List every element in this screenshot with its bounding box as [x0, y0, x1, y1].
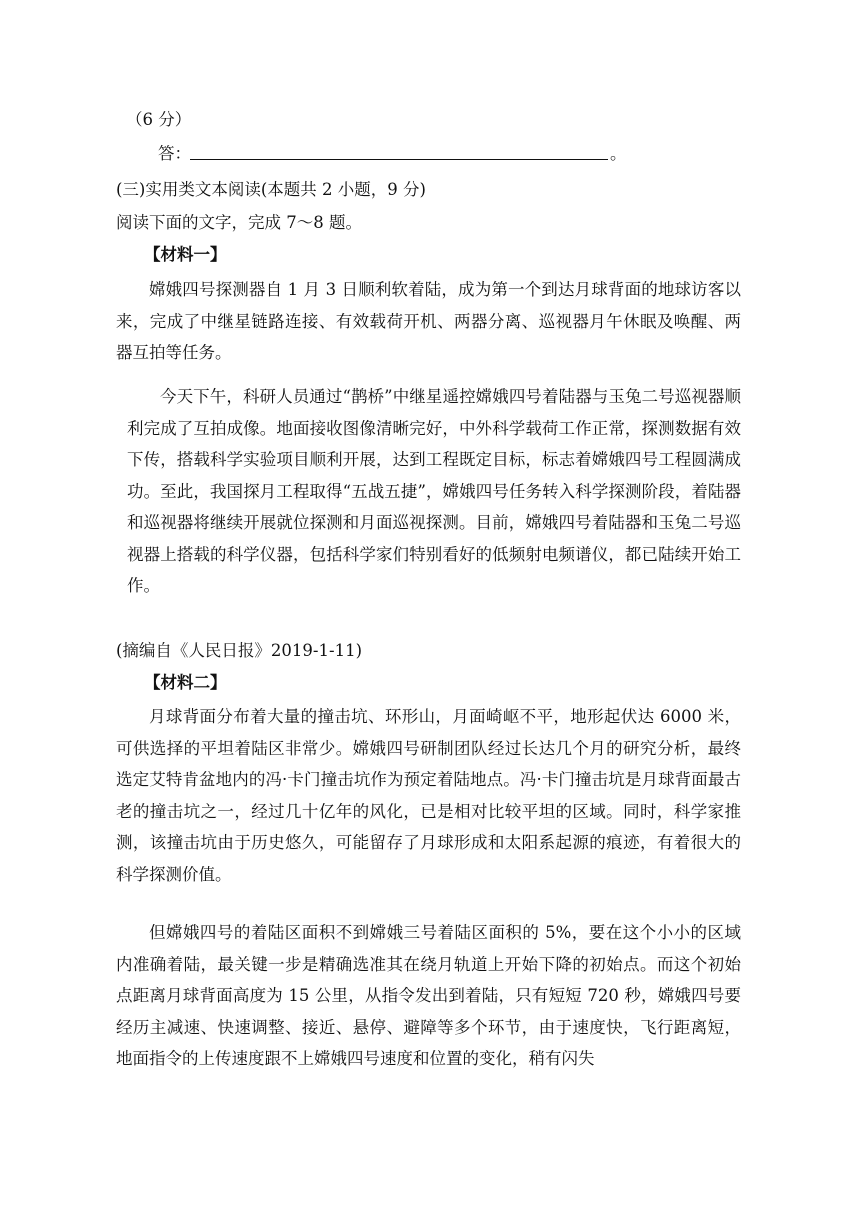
material-one-label: 【材料一】	[144, 245, 227, 264]
material-two-label: 【材料二】	[144, 673, 227, 692]
material-two-paragraph: 但嫦娥四号的着陆区面积不到嫦娥三号着陆区面积的 5%，要在这个小小的区域内准确着陆，最关键一步是精确选准其在绕月轨道上开始下降的初始点。而这个初始点距离月球背面高度为 15 公里，从指令发出到着陆，只有短短 720 秒，嫦娥四号要经历主减速、快速调整、接近、悬停、避障等多个环节，由于速度快，飞行距离短，地面指令的上传速度跟不上嫦娥四号速度和位置的变化，稍有闪失	[116, 923, 741, 1068]
material-two-paragraph: 月球背面分布着大量的撞击坑、环形山，月面崎岖不平，地形起伏达 6000 米，可供选择的平坦着陆区非常少。嫦娥四号研制团队经过长达几个月的研究分析，最终选定艾特肯盆地内的冯·卡门撞击坑作为预定着陆地点。冯·卡门撞击坑是月球背面最古老的撞击坑之一，经过几十亿年的风化，已是相对比较平坦的区域。同时，科学家推测，该撞击坑由于历史悠久，可能留存了月球形成和太阳系起源的痕迹，有着很大的科学探测价值。	[116, 707, 741, 884]
question-score: （6 分）	[126, 110, 192, 129]
answer-blank-line	[190, 159, 608, 160]
section-instruction: 阅读下面的文字，完成 7～8 题。	[116, 213, 362, 232]
answer-label: 答：	[158, 144, 191, 163]
section-heading: (三)实用类文本阅读(本题共 2 小题，9 分)	[116, 180, 426, 199]
answer-end-mark: 。	[610, 144, 627, 163]
material-one-paragraph: 今天下午，科研人员通过“鹊桥”中继星遥控嫦娥四号着陆器与玉兔二号巡视器顺利完成了互拍成像。地面接收图像清晰完好，中外科学载荷工作正常，探测数据有效下传，搭载科学实验项目顺利开展，达到工程既定目标，标志着嫦娥四号工程圆满成功。至此，我国探月工程取得“五战五捷”，嫦娥四号任务转入科学探测阶段，着陆器和巡视器将继续开展就位探测和月面巡视探测。目前，嫦娥四号着陆器和玉兔二号巡视器上搭载的科学仪器，包括科学家们特别看好的低频射电频谱仪，都已陆续开始工作。	[127, 387, 741, 595]
material-one-paragraph: 嫦娥四号探测器自 1 月 3 日顺利软着陆，成为第一个到达月球背面的地球访客以来，完成了中继星链路连接、有效载荷开机、两器分离、巡视器月午休眠及唤醒、两器互拍等任务。	[116, 280, 741, 362]
material-one-source: (摘编自《人民日报》2019-1-11)	[116, 641, 363, 660]
